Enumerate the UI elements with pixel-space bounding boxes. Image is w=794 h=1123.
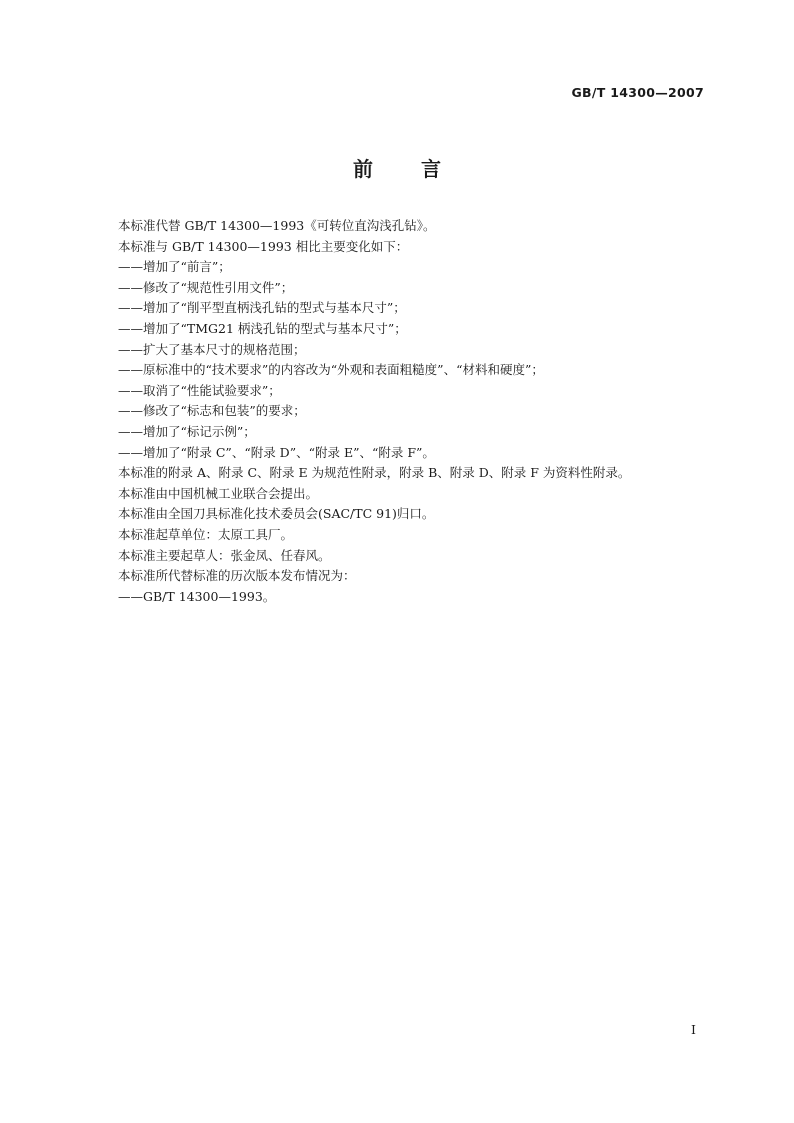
body-line: 本标准的附录 A、附录 C、附录 E 为规范性附录，附录 B、附录 D、附录 F 为资料性附录。 [118,465,631,481]
page-title-char-2: 言 [421,157,441,181]
change-list-item: ——扩大了基本尺寸的规格范围； [118,341,306,357]
change-list-item: ——GB/T 14300—1993。 [118,588,276,604]
page-title [0,153,794,182]
change-list-item: ——修改了“规范性引用文件”； [118,279,294,295]
page-title-char-1: 前 [353,157,373,181]
body-line: 本标准与 GB/T 14300—1993 相比主要变化如下： [118,238,409,254]
change-list-item: ——增加了“前言”； [118,259,231,275]
page-number: I [691,1022,696,1037]
body-line: 本标准所代替标准的历次版本发布情况为： [118,568,356,584]
body-line: 本标准起草单位：太原工具厂。 [118,526,294,542]
body-line: 本标准由全国刀具标准化技术委员会(SAC/TC 91)归口。 [118,506,435,522]
change-list-item: ——原标准中的“技术要求”的内容改为“外观和表面粗糙度”、“材料和硬度”； [118,362,544,378]
change-list-item: ——增加了“削平型直柄浅孔钻的型式与基本尺寸”； [118,300,406,316]
foreword-body [118,216,718,607]
change-list-item: ——增加了“TMG21 柄浅孔钻的型式与基本尺寸”； [118,320,407,336]
body-line: 本标准代替 GB/T 14300—1993《可转位直沟浅孔钻》。 [118,218,436,233]
change-list-item: ——修改了“标志和包装”的要求； [118,403,306,419]
change-list-item: ——取消了“性能试验要求”； [118,382,281,398]
body-line: 本标准主要起草人：张金凤、任春风。 [118,547,331,563]
change-list-item: ——增加了“标记示例”； [118,423,256,439]
change-list-item: ——增加了“附录 C”、“附录 D”、“附录 E”、“附录 F”。 [118,444,435,460]
body-line: 本标准由中国机械工业联合会提出。 [118,485,319,501]
standard-number-header: GB/T 14300—2007 [571,85,704,100]
